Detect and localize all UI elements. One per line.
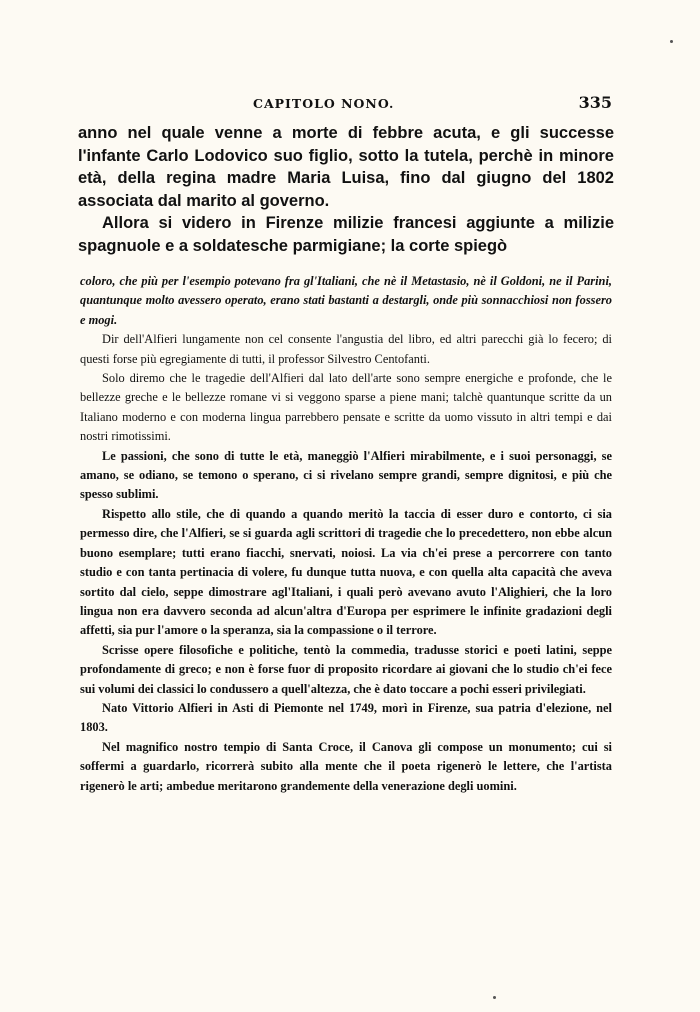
running-head xyxy=(78,93,612,118)
body-paragraph: Dir dell'Alfieri lungamente non cel consente l'angustia del libro, ed altri parecchi già lo fecero; di questi forse più egregiamente di tutti, il professor Silvestro Centofanti. xyxy=(80,332,612,366)
paper-speck xyxy=(493,996,496,999)
paper-speck xyxy=(670,40,673,43)
body-paragraph: Nato Vittorio Alfieri in Asti di Piemonte nel 1749, morì in Firenze, sua patria d'elezione, nel 1803. xyxy=(80,700,612,735)
chapter-title: CAPITOLO NONO. xyxy=(253,96,395,111)
upper-paragraph: Allora si videro in Firenze milizie francesi aggiunte a milizie spagnuole e a soldatesche parmigiane; la corte spiegò xyxy=(78,214,614,255)
body-paragraph: Scrisse opere filosofiche e politiche, tentò la commedia, tradusse storici e poeti latini, seppe profondamente di greco; e non è forse fuor di proposito ricordare ai giovani che lo studio ch'ei fece sui volumi dei classici lo condussero a quell'altezza, che è dato toccare a pochi esseri privilegiati. xyxy=(80,642,612,696)
body-paragraph: Nel magnifico nostro tempio di Santa Croce, il Canova gli compose un monumento; cui si soffermi a guardarlo, ricorrerà subito alla mente che il poeta rigenerò le lettere, che l'artista rigenerò le arti; ambedue meritarono grandemente della venerazione degli uomini. xyxy=(80,739,612,793)
page-number: 335 xyxy=(578,93,612,112)
italic-passage: coloro, che più per l'esempio potevano fra gl'Italiani, che nè il Metastasio, nè il Goldoni, ne il Parini, quantunque molto avessero operato, erano stati bastanti a destargli, onde più sonnacchiosi non fossero e mogi. xyxy=(80,274,612,327)
body-paragraph: Solo diremo che le tragedie dell'Alfieri dal lato dell'arte sono sempre energiche e profonde, che le bellezze greche e le bellezze romane vi si veggono sparse a piene mani; talchè quantunque scritte da un Italiano moderno e con moderna lingua parrebbero pensate e scritte da uomo vissuto in altri tempi e dai nostri rimotissimi. xyxy=(80,371,612,444)
lower-text-block xyxy=(80,272,612,796)
upper-paragraph: anno nel quale venne a morte di febbre acuta, e gli successe l'infante Carlo Lodovico suo figlio, sotto la tutela, perchè in minore età, della regina madre Maria Luisa, fino dal giugno del 1802 associata dal marito al governo. xyxy=(78,124,614,210)
body-paragraph: Le passioni, che sono di tutte le età, maneggiò l'Alfieri mirabilmente, e i suoi personaggi, se amano, se odiano, se temono o sperano, ci si rivelano sempre grandi, sempre dignitosi, e più che spesso sublimi. xyxy=(80,448,612,502)
body-paragraph: Rispetto allo stile, che di quando a quando meritò la taccia di esser duro e contorto, ci sia permesso dire, che l'Alfieri, se si guarda agli scrittori di tragedie che lo precedettero, non ebbe alcun buono esemplare; tutti erano fiacchi, snervati, noiosi. La via ch'ei prese a percorrere con tanto studio e con tanta pertinacia di volere, fu dunque tutta nuova, e con quella alta capacità che aveva sortito dal cielo, seppe dimostrare agl'Italiani, i quali però avevano avuto l'Alighieri, che la loro lingua non era davvero seconda ad alcun'altra d'Europa per esprimere le infinite gradazioni degli affetti, sia pur l'amore o la speranza, sia la compassione o il terrore. xyxy=(80,506,612,638)
upper-text-block xyxy=(78,122,614,257)
